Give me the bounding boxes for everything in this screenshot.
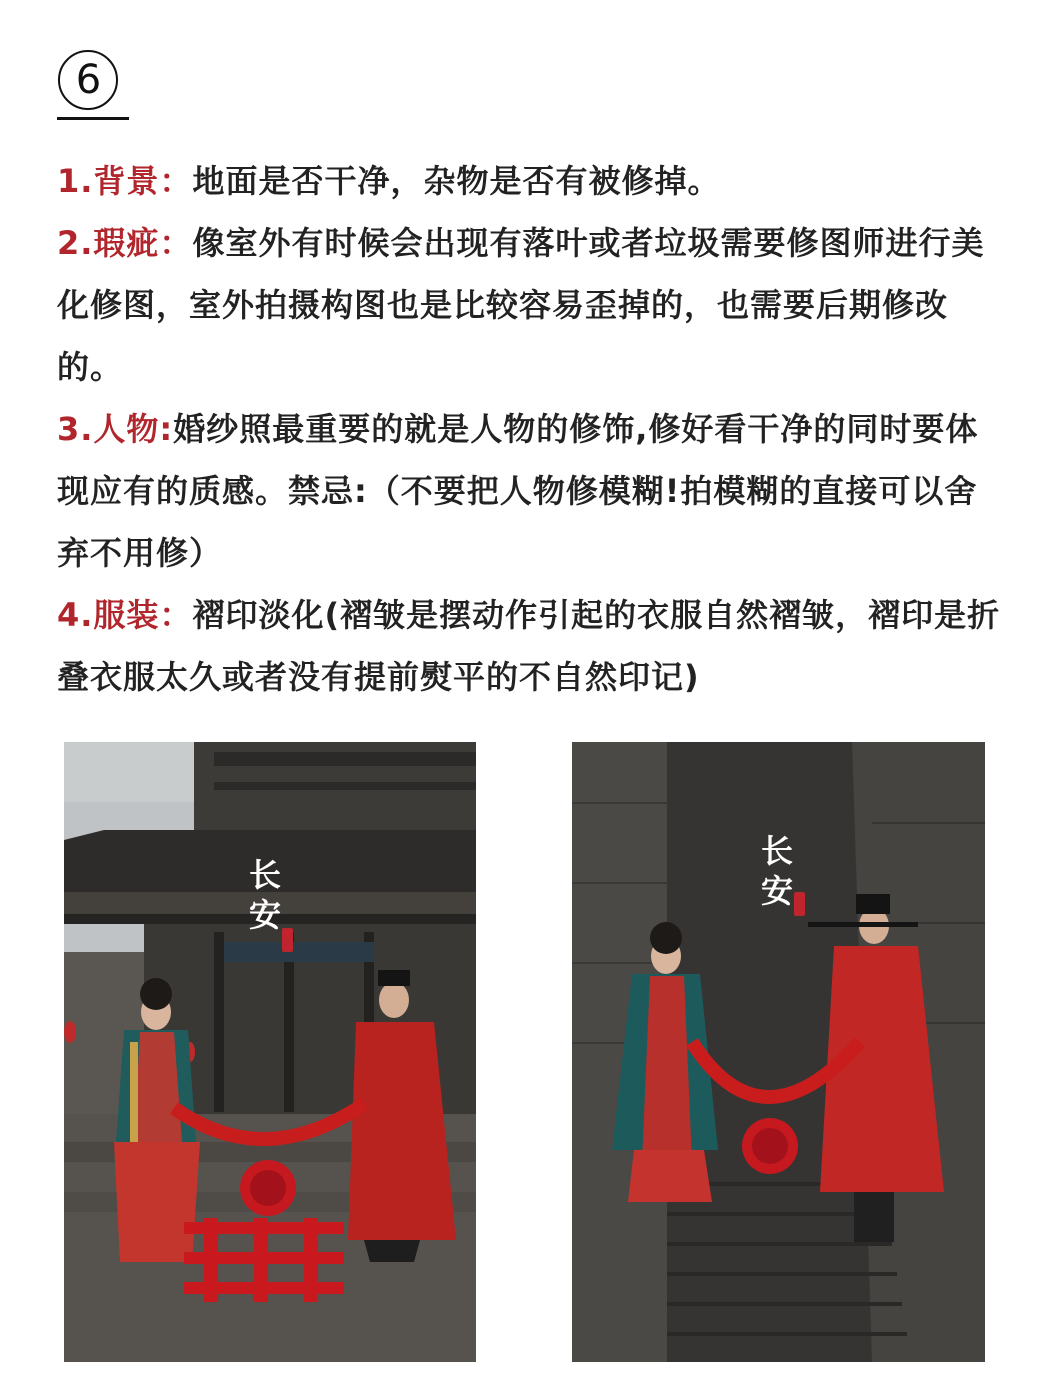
tip-label: 1.背景： <box>57 162 193 200</box>
wedding-photo-city-gate <box>64 742 476 1362</box>
step-underline <box>57 117 129 120</box>
tip-text: 像室外有时候会出现有落叶或者垃圾需要修图师进行美化修图，室外拍摄构图也是比较容易歪掉的，也需要后期修改的。 <box>57 224 985 386</box>
tip-label: 2.瑕疵： <box>57 224 193 262</box>
tip-person <box>57 398 1007 584</box>
seal-stamp-icon <box>794 892 805 916</box>
wedding-photo-stone-stairs <box>572 742 985 1362</box>
tip-text: 婚纱照最重要的就是人物的修饰,修好看干净的同时要体现应有的质感。禁忌:（不要把人物修模糊!拍模糊的直接可以舍弃不用修） <box>57 410 979 572</box>
tip-clothing <box>57 584 1007 708</box>
photo-title: 长安 <box>244 858 282 938</box>
tip-blemish <box>57 212 1007 398</box>
city-gate-scene <box>64 742 476 1362</box>
step-number-badge <box>58 50 122 114</box>
step-number: 6 <box>75 57 102 103</box>
tip-label: 3.人物: <box>57 410 174 448</box>
tip-background <box>57 150 1007 212</box>
retouch-tips <box>57 150 1007 708</box>
tip-label: 4.服装： <box>57 596 193 634</box>
tip-text: 地面是否干净，杂物是否有被修掉。 <box>192 162 721 200</box>
photo-title: 长安 <box>756 834 794 914</box>
seal-stamp-icon <box>282 928 293 952</box>
tip-text: 褶印淡化(褶皱是摆动作引起的衣服自然褶皱，褶印是折叠衣服太久或者没有提前熨平的不自然印记) <box>57 596 1001 696</box>
